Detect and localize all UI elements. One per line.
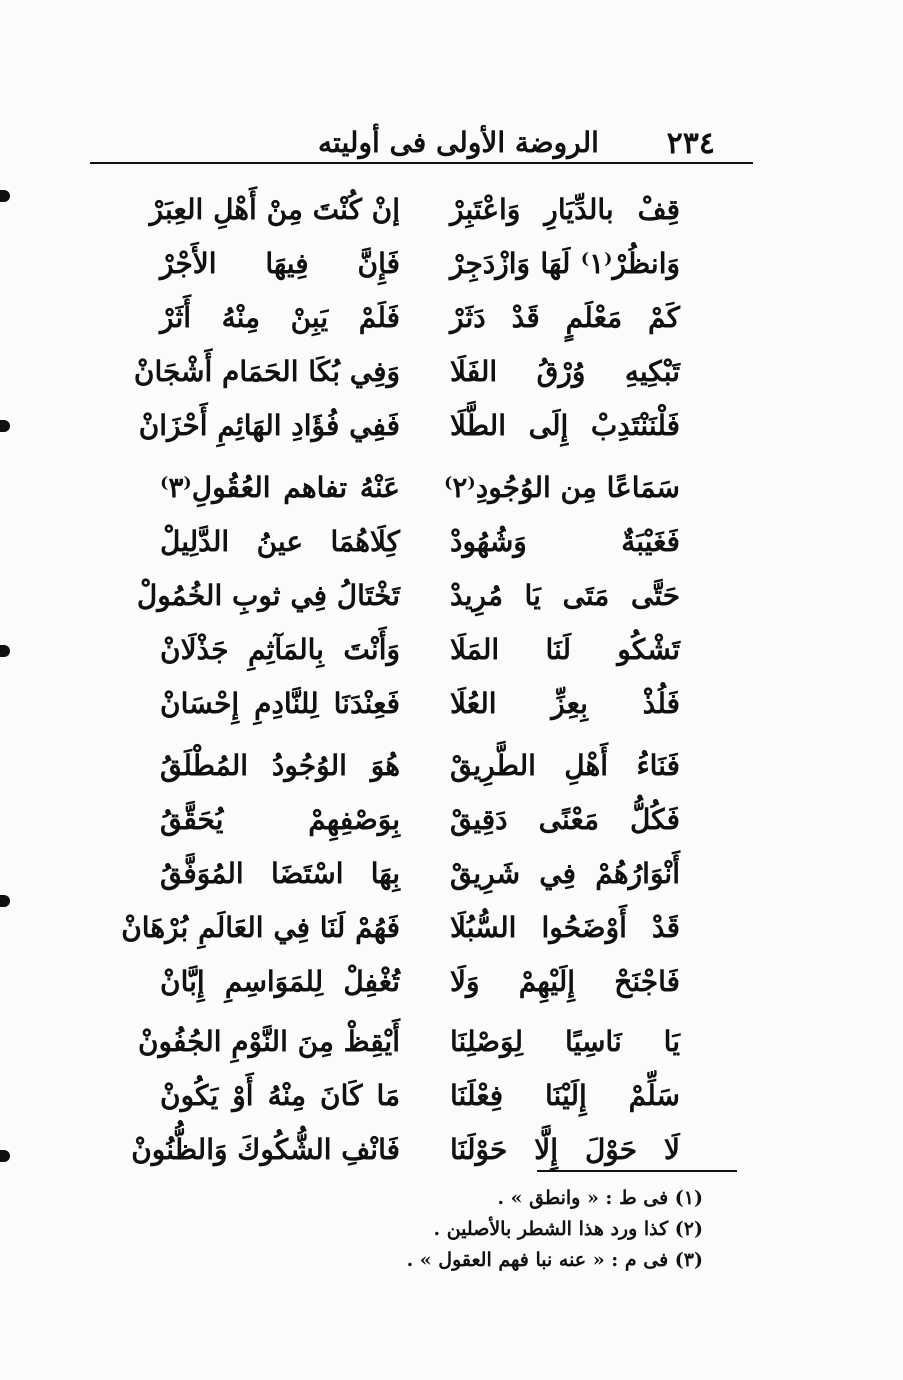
verse-left-hemistich: وَفِي بُكَا الحَمَام أَشْجَانْ	[133, 355, 400, 388]
verse-left-hemistich: كِلَاهُمَا عينُ الدَّلِيلْ	[160, 525, 400, 558]
verse-left-hemistich: فَفِي فُؤَادِ الهَائِمِ أَحْزَانْ	[138, 409, 400, 442]
verse-right-hemistich: فَنَاءُ أَهْلِ الطَّرِيقْ	[450, 749, 680, 782]
verse-right-hemistich: قَدْ أَوْضَحُوا السُّبُلَا	[450, 911, 680, 944]
verse	[160, 795, 680, 845]
verse	[149, 185, 680, 235]
verse-right-hemistich: سَمَاعًا مِن الوُجُودِ⁽٢⁾	[444, 471, 680, 504]
verse	[160, 957, 680, 1007]
scan-edge-mark	[0, 420, 10, 432]
footnotes	[283, 1183, 703, 1276]
verse-left-hemistich: عَنْهُ تفاهم العُقُولِ⁽٣⁾	[160, 471, 400, 504]
verse-right-hemistich: تَبْكِيهِ وُرْقُ الفَلَا	[450, 355, 680, 388]
verse-left-hemistich: إنْ كُنْتَ مِنْ أَهْلِ العِبَرْ	[149, 193, 400, 226]
footnote-rule	[537, 1170, 737, 1172]
verse-left-hemistich: تُغْفِلْ لِلمَوَاسِمِ إِبَّانْ	[160, 965, 400, 998]
verse-right-hemistich: فَاجْنَحْ إِلَيْهِمْ وَلَا	[450, 965, 680, 998]
verse-right-hemistich: فَلُذْ بِعِزِّ العُلَا	[450, 687, 680, 720]
scan-edge-mark	[0, 1150, 10, 1162]
verse	[137, 1017, 680, 1067]
verse-left-hemistich: تَخْتَالُ فِي ثوبِ الخُمُولْ	[136, 579, 400, 612]
verse	[160, 293, 680, 343]
footnote: (٢) كذا ورد هذا الشطر بالأصلين .	[433, 1218, 703, 1240]
verse-left-hemistich: مَا كَانَ مِنْهُ أَوْ يَكُونْ	[160, 1079, 400, 1112]
verse	[160, 741, 680, 791]
verse	[160, 1071, 680, 1121]
header-rule	[90, 162, 753, 164]
verse	[160, 625, 680, 675]
verse-right-hemistich: فَكُلُّ مَعْنًى دَقِيقْ	[450, 803, 680, 836]
running-title: الروضة الأولى فى أوليته	[318, 126, 599, 159]
verse-left-hemistich: فَلَمْ يَبِنْ مِنْهُ أَثَرْ	[160, 301, 400, 334]
verse-left-hemistich: هُوَ الوُجُودُ المُطْلَقُ	[160, 749, 400, 782]
verse-right-hemistich: قِفْ بالدِّيَارِ وَاعْتَبِرْ	[450, 193, 680, 226]
verse-right-hemistich: أَنْوَارُهُمْ فِي شَرِيقْ	[450, 857, 680, 890]
scan-edge-mark	[0, 895, 10, 907]
verse-right-hemistich: حَتَّى مَتَى يَا مُرِيدْ	[450, 579, 680, 612]
verse-right-hemistich: فَغَيْبَةٌ وَشُهُودْ	[450, 525, 680, 558]
verse-left-hemistich: فَانْفِ الشُّكُوكَ وَالظُّنُونْ	[131, 1133, 400, 1166]
verse	[160, 463, 680, 513]
verse-left-hemistich: فَعِنْدَنَا لِلنَّادِمِ إِحْسَانْ	[160, 687, 400, 720]
verse-left-hemistich: وَأَنْتَ بِالمَآثِمِ جَذْلَانْ	[160, 633, 400, 666]
verse-right-hemistich: تَشْكُو لَنَا المَلَا	[450, 633, 680, 666]
verse	[138, 401, 680, 451]
page-header	[90, 120, 753, 160]
verse-left-hemistich: بِوَصْفِهِمْ يُحَقَّقُ	[160, 803, 400, 836]
verse-left-hemistich: بِهَا اسْتَضَا المُوَفَّقُ	[160, 857, 400, 890]
verse	[160, 239, 680, 289]
scan-edge-mark	[0, 645, 10, 657]
verse-right-hemistich: سَلِّمْ إِلَيْنَا فِعْلَنَا	[450, 1079, 680, 1112]
verse	[160, 517, 680, 567]
verse-right-hemistich: لَا حَوْلَ إِلَّا حَوْلَنَا	[450, 1133, 680, 1166]
verse	[133, 347, 680, 397]
page-number: ٢٣٤	[666, 126, 715, 161]
verse	[160, 849, 680, 899]
verse-right-hemistich: وَانظُرْ⁽١⁾ لَهَا وَازْدَجِرْ	[450, 247, 680, 280]
verse-right-hemistich: فَلْنَنْتَدِبْ إِلَى الطَّلَا	[450, 409, 680, 442]
verse-left-hemistich: فَإِنَّ فِيهَا الأَجْرْ	[160, 247, 400, 280]
verse	[136, 571, 680, 621]
verse-left-hemistich: فَهُمْ لَنَا فِي العَالَمِ بُرْهَانْ	[121, 911, 400, 944]
verse-left-hemistich: أَيْقِظْ مِنَ النَّوْمِ الجُفُونْ	[137, 1025, 400, 1058]
scan-edge-mark	[0, 190, 10, 202]
verse	[160, 679, 680, 729]
footnote: (٣) فى م : « عنه نبا فهم العقول » .	[406, 1249, 703, 1271]
verse	[131, 1125, 680, 1175]
verse	[121, 903, 680, 953]
verse-right-hemistich: كَمْ مَعْلَمٍ قَدْ دَثَرْ	[450, 301, 680, 334]
verse-right-hemistich: يَا نَاسِيًا لِوَصْلِنَا	[450, 1025, 680, 1058]
footnote: (١) فى ط : « وانطق » .	[497, 1187, 703, 1209]
